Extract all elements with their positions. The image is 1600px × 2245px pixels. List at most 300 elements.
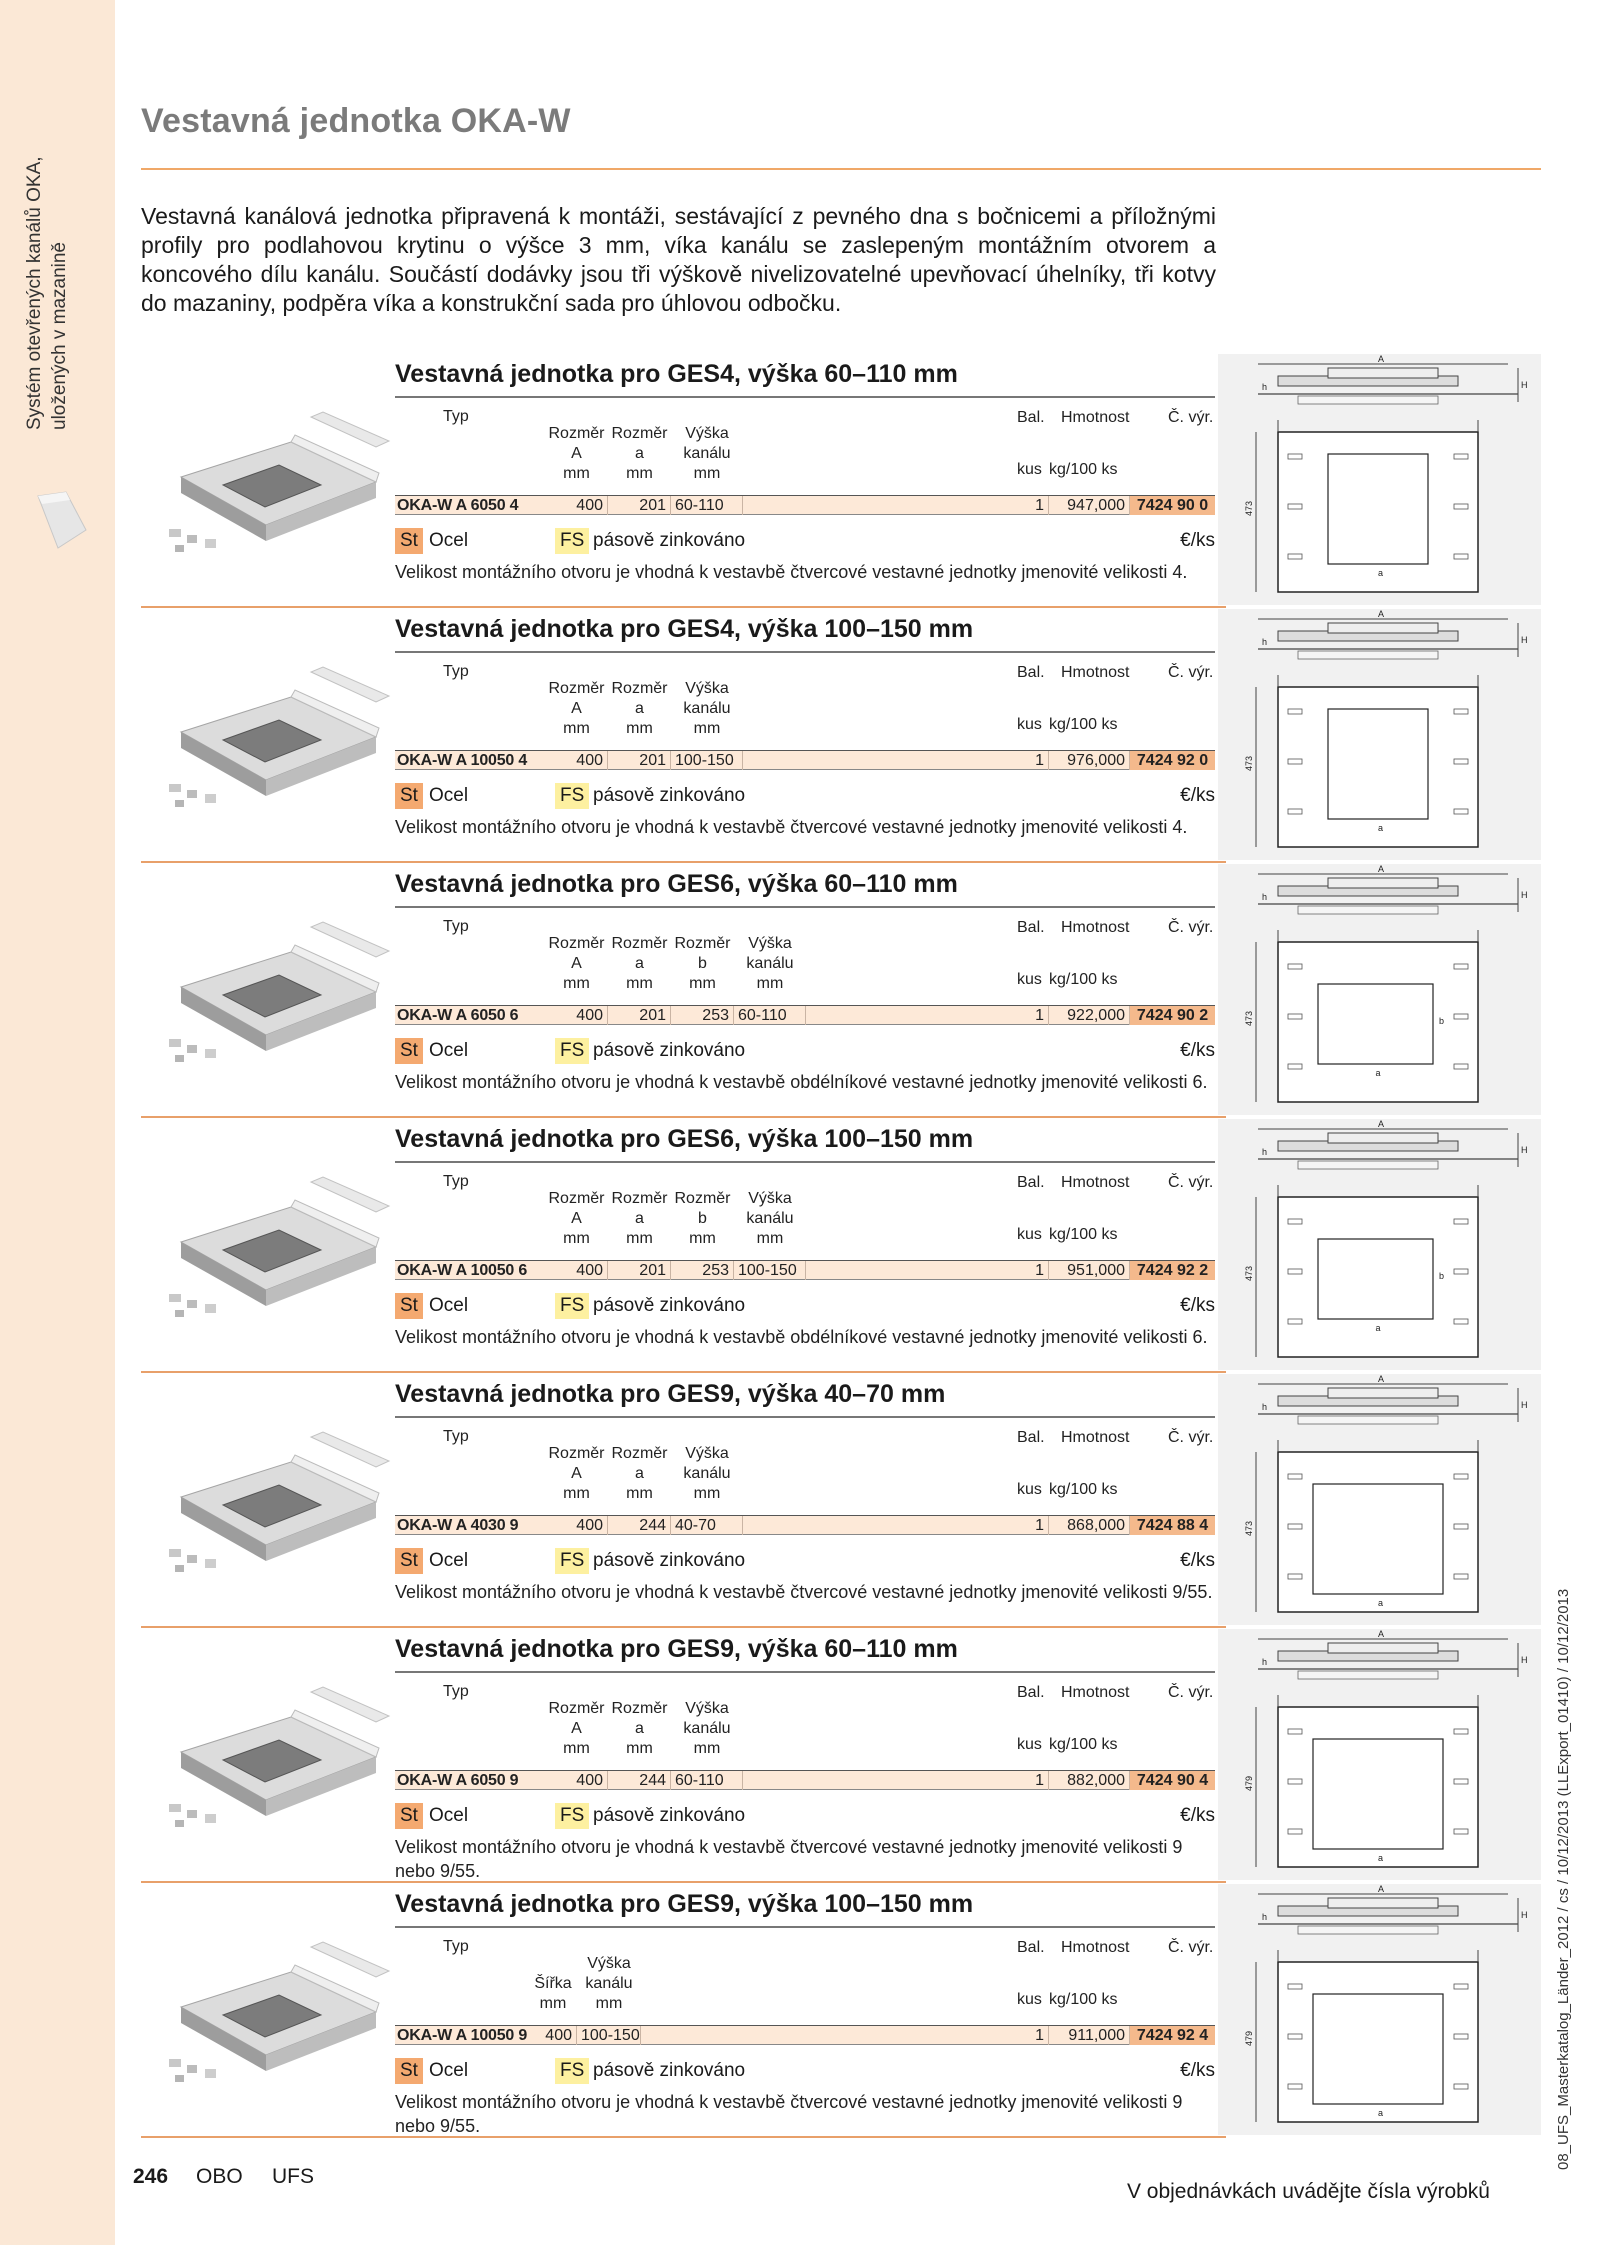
material-row xyxy=(395,1293,1215,1319)
product-type: OKA-W A 10050 4 xyxy=(397,752,528,769)
col-header xyxy=(671,1444,743,1504)
dim-main-label: 473 xyxy=(1244,1520,1254,1536)
article-number: 7424 92 0 xyxy=(1130,751,1215,770)
col-hmotnost: Hmotnost xyxy=(1061,1429,1130,1446)
technical-drawing xyxy=(1218,1374,1541,1625)
badge-fs: FS xyxy=(555,783,589,809)
dim-value: 253 xyxy=(671,1006,734,1025)
dim-h-label: h xyxy=(1262,1912,1268,1922)
material-row xyxy=(395,528,1215,554)
col-header-line: Rozměr xyxy=(548,935,605,952)
col-kus: kus xyxy=(1017,1736,1042,1753)
badge-fs: FS xyxy=(555,1038,589,1064)
col-cvyr: Č. výr. xyxy=(1168,1174,1214,1191)
col-header-line: mm xyxy=(626,1485,653,1502)
technical-drawing xyxy=(1218,1629,1541,1880)
dim-value: 60-110 xyxy=(671,496,743,515)
col-header-line: A xyxy=(571,700,582,717)
col-kg: kg/100 ks xyxy=(1049,1991,1118,2008)
finish-text: pásově zinkováno xyxy=(593,530,746,551)
col-header-line: mm xyxy=(693,720,721,737)
price-unit: €/ks xyxy=(1180,785,1215,806)
table-row xyxy=(395,2025,1215,2045)
col-header-line: mm xyxy=(563,975,590,992)
price-unit: €/ks xyxy=(1180,1550,1215,1571)
col-header-line: mm xyxy=(626,1740,653,1757)
col-header xyxy=(608,934,671,994)
col-header xyxy=(608,679,671,739)
product-type: OKA-W A 6050 9 xyxy=(397,1772,519,1789)
col-header-line: A xyxy=(571,1720,582,1737)
col-bal: Bal. xyxy=(1017,664,1045,681)
intro-text: Vestavná kanálová jednotka připravená k montáži, sestávající z pevného dna s bočnicemi a příložnými profily pro podlahovou krytinu o výšce 3 mm, víka kanálu se zaslepeným montážním otvorem a koncového dílu kanálu. Součástí dodávky jsou tři výškově nivelizovatelné upevňovací úhelníky, tři kotvy do mazaniny, podpěra víka a konstrukční sada pro úhlovou odbočku. xyxy=(141,203,1216,316)
dim-value: 201 xyxy=(608,1006,671,1025)
col-header-line: Rozměr xyxy=(611,1700,668,1717)
col-header-line: Výška xyxy=(685,1445,729,1462)
col-header-line: Výška xyxy=(748,1190,792,1207)
badge-fs: FS xyxy=(555,528,589,554)
product-type: OKA-W A 6050 4 xyxy=(397,497,519,514)
col-kg: kg/100 ks xyxy=(1049,1226,1118,1243)
col-header-line: Šířka xyxy=(534,1975,572,1992)
product-section xyxy=(141,1372,1541,1627)
col-header-line: Rozměr xyxy=(611,680,668,697)
dim-main-label: 479 xyxy=(1244,1775,1254,1791)
col-bal: Bal. xyxy=(1017,409,1045,426)
col-header-line: mm xyxy=(693,1740,721,1757)
col-hmotnost: Hmotnost xyxy=(1061,1684,1130,1701)
dim-value: 100-150 xyxy=(577,2026,641,2045)
pack-qty: 1 xyxy=(995,1006,1049,1025)
col-header-line: Rozměr xyxy=(611,425,668,442)
col-hmotnost: Hmotnost xyxy=(1061,1939,1130,1956)
section-title: Vestavná jednotka pro GES9, výška 40–70 mm xyxy=(395,1380,946,1408)
channel-tab-icon xyxy=(36,490,88,550)
col-header-line: mm xyxy=(595,1995,623,2012)
col-typ: Typ xyxy=(443,1938,469,1955)
dim-H-label: H xyxy=(1521,890,1528,900)
badge-st: St xyxy=(395,1038,423,1064)
product-photo xyxy=(161,1682,391,1842)
col-header-line: mm xyxy=(693,1485,721,1502)
col-header-line: Rozměr xyxy=(611,1445,668,1462)
col-header-line: mm xyxy=(563,720,590,737)
col-header xyxy=(671,424,743,484)
technical-drawing xyxy=(1218,354,1541,605)
col-kus: kus xyxy=(1017,1481,1042,1498)
badge-st: St xyxy=(395,1293,423,1319)
col-typ: Typ xyxy=(443,663,469,680)
col-typ: Typ xyxy=(443,1428,469,1445)
dim-value: 244 xyxy=(608,1516,671,1535)
material-ocel: Ocel xyxy=(429,1550,469,1571)
dim-value: 60-110 xyxy=(671,1771,743,1790)
dim-b-label: b xyxy=(1439,1016,1445,1026)
technical-drawing xyxy=(1218,864,1541,1115)
col-header xyxy=(545,679,608,739)
col-header-line: mm xyxy=(689,975,716,992)
article-number: 7424 88 4 xyxy=(1130,1516,1215,1535)
col-header-line: mm xyxy=(756,1230,784,1247)
badge-st: St xyxy=(395,783,423,809)
material-row xyxy=(395,1803,1215,1829)
product-photo xyxy=(161,1427,391,1587)
side-title-line1: Systém otevřených kanálů OKA, xyxy=(24,156,45,430)
col-kg: kg/100 ks xyxy=(1049,1736,1118,1753)
dim-h-label: h xyxy=(1262,382,1268,392)
product-section xyxy=(141,1117,1541,1372)
article-number: 7424 92 2 xyxy=(1130,1261,1215,1280)
col-header-line: Výška xyxy=(685,680,729,697)
dim-value: 400 xyxy=(545,751,608,770)
col-kg: kg/100 ks xyxy=(1049,716,1118,733)
badge-fs: FS xyxy=(555,1548,589,1574)
col-cvyr: Č. výr. xyxy=(1168,1939,1214,1956)
article-number: 7424 90 2 xyxy=(1130,1006,1215,1025)
col-header-line: mm xyxy=(626,1230,653,1247)
badge-fs: FS xyxy=(555,2058,589,2084)
technical-drawing xyxy=(1218,609,1541,860)
dim-value: 100-150 xyxy=(734,1261,806,1280)
col-header-line: Rozměr xyxy=(548,1445,605,1462)
col-header-line: a xyxy=(635,445,644,462)
product-photo xyxy=(161,662,391,822)
product-photo xyxy=(161,917,391,1077)
article-number: 7424 90 0 xyxy=(1130,496,1215,515)
weight-value: 868,000 xyxy=(1049,1516,1130,1535)
col-header-line: Rozměr xyxy=(674,935,731,952)
product-section xyxy=(141,1882,1541,2137)
col-hmotnost: Hmotnost xyxy=(1061,409,1130,426)
dim-main-label: 473 xyxy=(1244,500,1254,516)
dim-value: 400 xyxy=(545,1516,608,1535)
catalog-reference: 08_UFS_Masterkatalog_Länder_2012 / cs / 10/12/2013 (LLExport_01410) / 10/12/2013 xyxy=(1555,1588,1572,2170)
col-header-line: kanálu xyxy=(746,1210,794,1227)
dim-value: 100-150 xyxy=(671,751,743,770)
col-kg: kg/100 ks xyxy=(1049,461,1118,478)
dim-a-label: a xyxy=(1378,2108,1384,2118)
table-row xyxy=(395,495,1215,515)
col-header-line: a xyxy=(635,955,644,972)
col-bal: Bal. xyxy=(1017,919,1045,936)
col-header xyxy=(545,934,608,994)
weight-value: 882,000 xyxy=(1049,1771,1130,1790)
col-header-line: kanálu xyxy=(746,955,794,972)
dim-main-label: 473 xyxy=(1244,755,1254,771)
product-section xyxy=(141,352,1541,607)
col-header-line: mm xyxy=(693,465,721,482)
material-ocel: Ocel xyxy=(429,1805,469,1826)
col-header xyxy=(545,1444,608,1504)
weight-value: 911,000 xyxy=(1049,2026,1130,2045)
pack-qty: 1 xyxy=(995,2026,1049,2045)
product-table xyxy=(395,1165,1215,1280)
section-rule xyxy=(395,396,1215,398)
col-kg: kg/100 ks xyxy=(1049,971,1118,988)
col-header-line: Rozměr xyxy=(548,680,605,697)
col-header-line: Rozměr xyxy=(611,935,668,952)
dim-H-label: H xyxy=(1521,1145,1528,1155)
dim-value: 201 xyxy=(608,1261,671,1280)
col-cvyr: Č. výr. xyxy=(1168,664,1214,681)
col-header-line: mm xyxy=(563,1485,590,1502)
col-header-line: kanálu xyxy=(683,1720,731,1737)
product-table xyxy=(395,1930,1215,2045)
section-title: Vestavná jednotka pro GES4, výška 60–110 mm xyxy=(395,360,958,388)
col-header xyxy=(734,934,806,994)
dim-value: 60-110 xyxy=(734,1006,806,1025)
col-header-line: Rozměr xyxy=(548,425,605,442)
product-table xyxy=(395,400,1215,515)
weight-value: 922,000 xyxy=(1049,1006,1130,1025)
dim-value: 40-70 xyxy=(671,1516,743,1535)
material-row xyxy=(395,1548,1215,1574)
table-row xyxy=(395,1005,1215,1025)
col-cvyr: Č. výr. xyxy=(1168,1429,1214,1446)
dim-b-label: b xyxy=(1439,1271,1445,1281)
dim-H-label: H xyxy=(1521,380,1528,390)
dim-a-label: a xyxy=(1378,1853,1384,1863)
material-row xyxy=(395,1038,1215,1064)
pack-qty: 1 xyxy=(995,496,1049,515)
col-kus: kus xyxy=(1017,1226,1042,1243)
material-row xyxy=(395,783,1215,809)
col-header-line: a xyxy=(635,1465,644,1482)
badge-st: St xyxy=(395,1548,423,1574)
product-photo xyxy=(161,1172,391,1332)
dim-h-label: h xyxy=(1262,1147,1268,1157)
dim-h-label: h xyxy=(1262,1402,1268,1412)
finish-text: pásově zinkováno xyxy=(593,1550,746,1571)
section-note: Velikost montážního otvoru je vhodná k vestavbě čtvercové vestavné jednotky jmenovité velikosti 9 nebo 9/55. xyxy=(395,2092,1183,2136)
col-cvyr: Č. výr. xyxy=(1168,409,1214,426)
col-header-line: Výška xyxy=(587,1955,631,1972)
col-header-line: A xyxy=(571,1465,582,1482)
dim-H-label: H xyxy=(1521,1655,1528,1665)
col-header-line: mm xyxy=(563,465,590,482)
badge-st: St xyxy=(395,2058,423,2084)
col-header xyxy=(577,1954,641,2014)
material-ocel: Ocel xyxy=(429,1295,469,1316)
col-hmotnost: Hmotnost xyxy=(1061,664,1130,681)
weight-value: 947,000 xyxy=(1049,496,1130,515)
col-header-line: mm xyxy=(689,1230,716,1247)
price-unit: €/ks xyxy=(1180,530,1215,551)
finish-text: pásově zinkováno xyxy=(593,785,746,806)
badge-st: St xyxy=(395,1803,423,1829)
badge-st: St xyxy=(395,528,423,554)
product-table xyxy=(395,1675,1215,1790)
finish-text: pásově zinkováno xyxy=(593,1040,746,1061)
col-header-unit: mm xyxy=(539,1995,567,2012)
col-header-line: a xyxy=(635,1720,644,1737)
badge-fs: FS xyxy=(555,1803,589,1829)
price-unit: €/ks xyxy=(1180,1295,1215,1316)
col-header-line: b xyxy=(698,955,707,972)
col-header xyxy=(545,424,608,484)
material-row xyxy=(395,2058,1215,2084)
price-unit: €/ks xyxy=(1180,1040,1215,1061)
col-header-line: Výška xyxy=(685,425,729,442)
pack-qty: 1 xyxy=(995,1261,1049,1280)
section-rule xyxy=(395,1671,1215,1673)
dim-H-label: H xyxy=(1521,635,1528,645)
weight-value: 976,000 xyxy=(1049,751,1130,770)
dim-main-label: 473 xyxy=(1244,1010,1254,1026)
col-header-line: A xyxy=(571,1210,582,1227)
product-section xyxy=(141,1627,1541,1882)
product-table xyxy=(395,655,1215,770)
col-kus: kus xyxy=(1017,971,1042,988)
product-type: OKA-W A 10050 9 xyxy=(397,2027,528,2044)
finish-text: pásově zinkováno xyxy=(593,1295,746,1316)
col-header-line: kanálu xyxy=(683,1465,731,1482)
col-header-line: b xyxy=(698,1210,707,1227)
product-type: OKA-W A 4030 9 xyxy=(397,1517,519,1534)
article-number: 7424 92 4 xyxy=(1130,2026,1215,2045)
side-title xyxy=(22,130,72,430)
col-header-line: Rozměr xyxy=(611,1190,668,1207)
col-header-line: mm xyxy=(563,1740,590,1757)
col-header-line: Rozměr xyxy=(674,1190,731,1207)
article-number: 7424 90 4 xyxy=(1130,1771,1215,1790)
col-header-line: mm xyxy=(626,975,653,992)
dim-H-label: H xyxy=(1521,1910,1528,1920)
col-header-line: A xyxy=(571,955,582,972)
section-title: Vestavná jednotka pro GES4, výška 100–150 mm xyxy=(395,615,974,643)
badge-fs: FS xyxy=(555,1293,589,1319)
price-unit: €/ks xyxy=(1180,2060,1215,2081)
dim-a-label: a xyxy=(1378,1598,1384,1608)
product-table xyxy=(395,910,1215,1025)
footer-ufs: UFS xyxy=(272,2165,314,2188)
finish-text: pásově zinkováno xyxy=(593,2060,746,2081)
col-header-line: mm xyxy=(563,1230,590,1247)
col-kg: kg/100 ks xyxy=(1049,1481,1118,1498)
col-header xyxy=(529,1974,577,2014)
dim-A-label: A xyxy=(1378,1884,1385,1894)
footer-brand: OBO xyxy=(196,2165,243,2188)
col-header-line: Rozměr xyxy=(548,1700,605,1717)
dim-value: 400 xyxy=(545,1771,608,1790)
dim-value: 201 xyxy=(608,751,671,770)
table-row xyxy=(395,1770,1215,1790)
technical-drawing xyxy=(1218,1884,1541,2135)
table-row xyxy=(395,1260,1215,1280)
col-header xyxy=(608,1444,671,1504)
product-type: OKA-W A 6050 6 xyxy=(397,1007,519,1024)
price-unit: €/ks xyxy=(1180,1805,1215,1826)
col-bal: Bal. xyxy=(1017,1684,1045,1701)
col-typ: Typ xyxy=(443,918,469,935)
product-section xyxy=(141,862,1541,1117)
section-divider xyxy=(141,2136,1226,2138)
dim-H-label: H xyxy=(1521,1400,1528,1410)
section-rule xyxy=(395,906,1215,908)
col-header-line: mm xyxy=(626,720,653,737)
dim-A-label: A xyxy=(1378,1374,1385,1384)
col-kus: kus xyxy=(1017,461,1042,478)
col-header xyxy=(608,1189,671,1249)
dim-main-label: 473 xyxy=(1244,1265,1254,1281)
dim-value: 253 xyxy=(671,1261,734,1280)
product-type: OKA-W A 10050 6 xyxy=(397,1262,528,1279)
product-photo xyxy=(161,407,391,567)
col-header-line: Výška xyxy=(685,1700,729,1717)
col-cvyr: Č. výr. xyxy=(1168,919,1214,936)
section-note: Velikost montážního otvoru je vhodná k vestavbě obdélníkové vestavné jednotky jmenovité velikosti 6. xyxy=(395,1072,1208,1092)
col-header-line: a xyxy=(635,700,644,717)
col-header xyxy=(671,679,743,739)
dim-a-label: a xyxy=(1378,823,1384,833)
dim-a-label: a xyxy=(1378,568,1384,578)
order-note: V objednávkách uvádějte čísla výrobků xyxy=(1126,2180,1490,2203)
dim-value: 400 xyxy=(545,1261,608,1280)
product-photo xyxy=(161,1937,391,2097)
title-rule xyxy=(141,168,1541,170)
col-header-line: Výška xyxy=(748,935,792,952)
dim-a-label: a xyxy=(1375,1323,1381,1333)
section-title: Vestavná jednotka pro GES9, výška 60–110 mm xyxy=(395,1635,958,1663)
section-rule xyxy=(395,1161,1215,1163)
dim-h-label: h xyxy=(1262,892,1268,902)
material-ocel: Ocel xyxy=(429,530,469,551)
section-note: Velikost montážního otvoru je vhodná k vestavbě čtvercové vestavné jednotky jmenovité velikosti 9/55. xyxy=(395,1582,1213,1602)
dim-A-label: A xyxy=(1378,354,1385,364)
section-rule xyxy=(395,1926,1215,1928)
dim-value: 400 xyxy=(545,1006,608,1025)
col-typ: Typ xyxy=(443,1683,469,1700)
section-note: Velikost montážního otvoru je vhodná k vestavbě čtvercové vestavné jednotky jmenovité velikosti 4. xyxy=(395,562,1188,582)
dim-h-label: h xyxy=(1262,1657,1268,1667)
dim-value: 201 xyxy=(608,496,671,515)
col-bal: Bal. xyxy=(1017,1429,1045,1446)
dim-main-label: 479 xyxy=(1244,2030,1254,2046)
col-header xyxy=(545,1699,608,1759)
finish-text: pásově zinkováno xyxy=(593,1805,746,1826)
page-number: 246 xyxy=(133,2165,169,2188)
table-row xyxy=(395,1515,1215,1535)
col-header xyxy=(608,424,671,484)
section-title: Vestavná jednotka pro GES9, výška 100–150 mm xyxy=(395,1890,974,1918)
col-kus: kus xyxy=(1017,716,1042,733)
side-title-line2: uložených v mazanině xyxy=(49,242,70,430)
col-bal: Bal. xyxy=(1017,1939,1045,1956)
dim-A-label: A xyxy=(1378,864,1385,874)
col-header-line: Rozměr xyxy=(548,1190,605,1207)
col-header-line: a xyxy=(635,1210,644,1227)
dim-A-label: A xyxy=(1378,1119,1385,1129)
col-kus: kus xyxy=(1017,1991,1042,2008)
col-header xyxy=(608,1699,671,1759)
col-header xyxy=(734,1189,806,1249)
material-ocel: Ocel xyxy=(429,2060,469,2081)
col-typ: Typ xyxy=(443,1173,469,1190)
col-header-line: kanálu xyxy=(585,1975,633,1992)
col-header-line: mm xyxy=(626,465,653,482)
col-header-line: kanálu xyxy=(683,445,731,462)
section-title: Vestavná jednotka pro GES6, výška 60–110 mm xyxy=(395,870,958,898)
section-title: Vestavná jednotka pro GES6, výška 100–150 mm xyxy=(395,1125,974,1153)
col-cvyr: Č. výr. xyxy=(1168,1684,1214,1701)
dim-h-label: h xyxy=(1262,637,1268,647)
table-row xyxy=(395,750,1215,770)
col-header xyxy=(671,934,734,994)
section-rule xyxy=(395,1416,1215,1418)
section-note: Velikost montážního otvoru je vhodná k vestavbě čtvercové vestavné jednotky jmenovité velikosti 9 nebo 9/55. xyxy=(395,1837,1183,1881)
material-ocel: Ocel xyxy=(429,1040,469,1061)
section-note: Velikost montážního otvoru je vhodná k vestavbě obdélníkové vestavné jednotky jmenovité velikosti 6. xyxy=(395,1327,1208,1347)
